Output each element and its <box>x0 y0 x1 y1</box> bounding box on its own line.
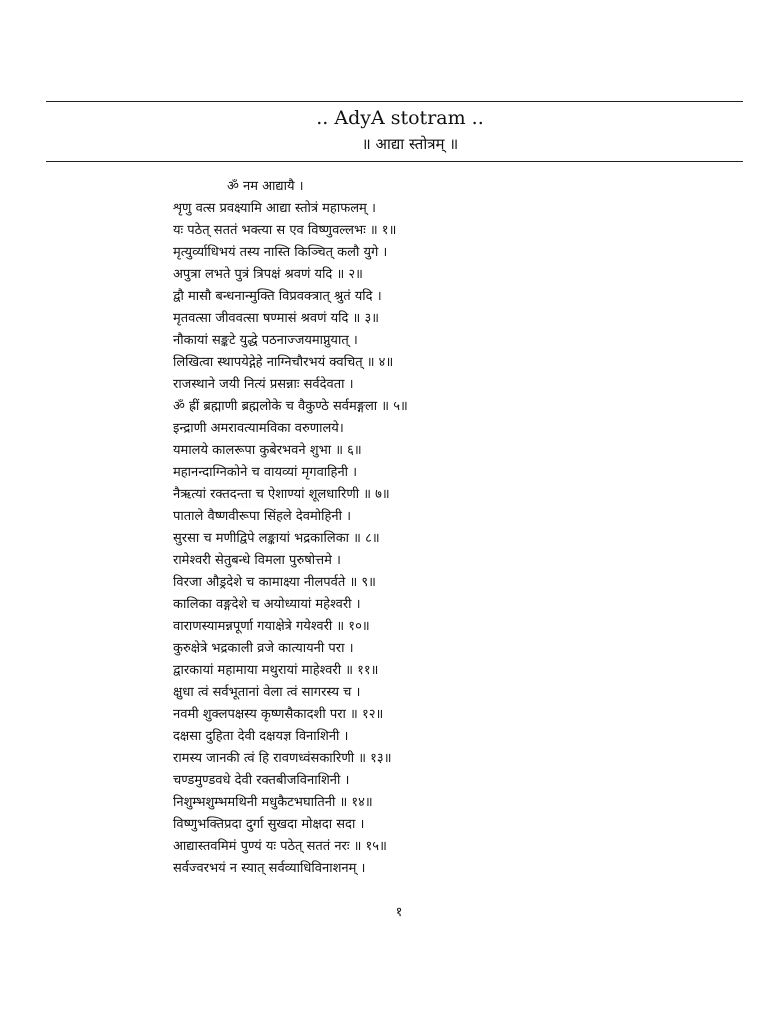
verse-line-invocation: ॐ नम आद्यायै । <box>227 179 304 194</box>
verse-block <box>173 176 533 880</box>
verse-line: रामस्य जानकी त्वं हि रावणध्वंसकारिणी ॥ १३॥ <box>173 751 392 766</box>
verse-line: मृतवत्सा जीववत्सा षण्मासं श्रवणं यदि ॥ ३॥ <box>173 311 380 326</box>
verse-line: निशुम्भशुम्भमथिनी मधुकैटभघातिनी ॥ १४॥ <box>173 795 373 810</box>
verse-line: कुरुक्षेत्रे भद्रकाली व्रजे कात्यायनी परा । <box>173 641 354 656</box>
verse-line: सुरसा च मणीद्विपे लङ्कायां भद्रकालिका ॥ ८॥ <box>173 531 380 546</box>
verse-line: नवमी शुक्लपक्षस्य कृष्णसैकादशी परा ॥ १२॥ <box>173 707 384 722</box>
verse-line: शृणु वत्स प्रवक्ष्यामि आद्या स्तोत्रं महाफलम् । <box>173 201 376 216</box>
verse-line: विष्णुभक्तिप्रदा दुर्गा सुखदा मोक्षदा सदा । <box>173 817 365 832</box>
verse-line: नैऋत्यां रक्तदन्ता च ऐशाण्यां शूलधारिणी ॥ ७॥ <box>173 487 390 502</box>
verse-line: सर्वज्वरभयं न स्यात् सर्वव्याधिविनाशनम् । <box>173 861 366 876</box>
verse-line: विरजा औड्रदेशे च कामाक्ष्या नीलपर्वते ॥ ९॥ <box>173 575 376 590</box>
document-title-devanagari: ॥ आद्या स्तोत्रम् ॥ <box>361 135 459 153</box>
verse-line: यमालये कालरूपा कुबेरभवने शुभा ॥ ६॥ <box>173 443 362 458</box>
verse-line: ॐ ह्रीं ब्रह्माणी ब्रह्मलोके च वैकुण्ठे सर्वमङ्गला ॥ ५॥ <box>173 399 408 414</box>
verse-line: क्षुधा त्वं सर्वभूतानां वेला त्वं सागरस्य च । <box>173 685 361 700</box>
verse-line: द्वारकायां महामाया मथुरायां माहेश्वरी ॥ ११॥ <box>173 663 379 678</box>
verse-line: वाराणस्यामन्नपूर्णा गयाक्षेत्रे गयेश्वरी ॥ १०॥ <box>173 619 370 634</box>
document-title-latin: .. AdyA stotram .. <box>316 107 484 129</box>
verse-line: लिखित्वा स्थापयेद्गेहे नाग्निचौरभयं क्वचित् ॥ ४॥ <box>173 355 394 370</box>
bottom-rule <box>46 161 743 162</box>
verse-line: दक्षसा दुहिता देवी दक्षयज्ञ विनाशिनी । <box>173 729 349 744</box>
verse-line: आद्यास्तवमिमं पुण्यं यः पठेत् सततं नरः ॥ १५॥ <box>173 839 387 854</box>
verse-line: पाताले वैष्णवीरूपा सिंहले देवमोहिनी । <box>173 509 352 524</box>
verse-line: इन्द्राणी अमरावत्यामविका वरुणालये। <box>173 421 344 436</box>
verse-line: नौकायां सङ्कटे युद्धे पठनाज्जयमाप्नुयात् । <box>173 333 358 348</box>
verse-line: राजस्थाने जयी नित्यं प्रसन्नाः सर्वदेवता । <box>173 377 354 392</box>
verse-line: द्वौ मासौ बन्धनान्मुक्ति विप्रवक्त्रात् श्रुतं यदि । <box>173 289 382 304</box>
verse-line: चण्डमुण्डवधे देवी रक्तबीजविनाशिनी । <box>173 773 350 788</box>
verse-line: रामेश्वरी सेतुबन्धे विमला पुरुषोत्तमे । <box>173 553 341 568</box>
page-number: १ <box>395 905 403 920</box>
verse-line: यः पठेत् सततं भक्त्या स एव विष्णुवल्लभः ॥ १॥ <box>173 223 397 238</box>
verse-line: मृत्युर्व्याधिभयं तस्य नास्ति किञ्चित् कलौ युगे । <box>173 245 388 260</box>
verse-line: महानन्दाग्निकोने च वायव्यां मृगवाहिनी । <box>173 465 358 480</box>
verse-line: कालिका वङ्गदेशे च अयोध्यायां महेश्वरी । <box>173 597 361 612</box>
top-rule <box>46 101 743 102</box>
verse-line: अपुत्रा लभते पुत्रं त्रिपक्षं श्रवणं यदि ॥ २॥ <box>173 267 363 282</box>
